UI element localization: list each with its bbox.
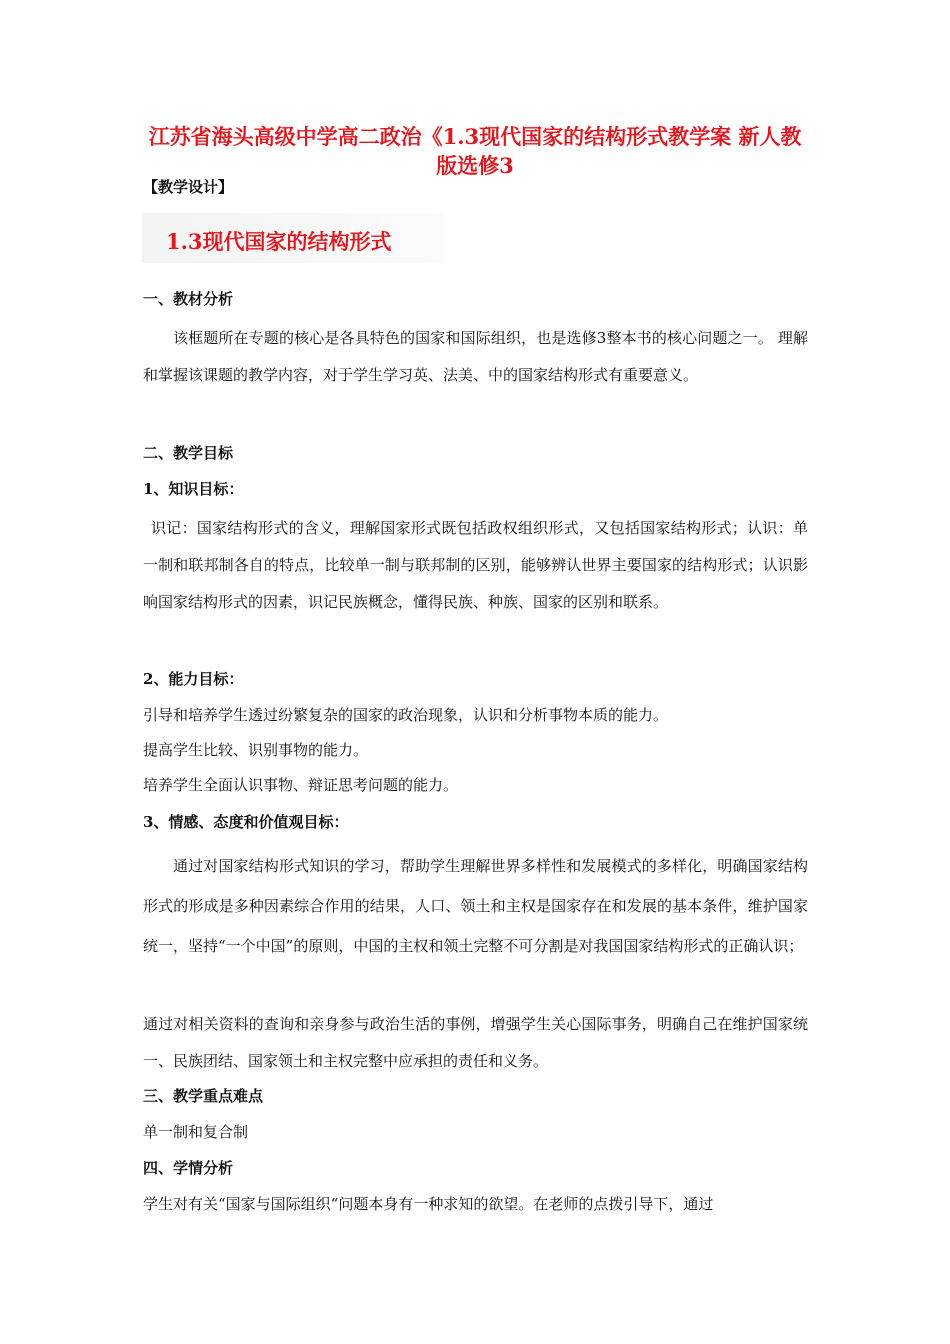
ability-goal-2: 提高学生比较、识别事物的能力。 xyxy=(143,741,369,759)
paragraph-student-analysis: 学生对有关“国家与国际组织“问题本身有一种求知的欲望。在老师的点拨引导下，通过 xyxy=(143,1195,714,1213)
paragraph-key-difficulties: 单一制和复合制 xyxy=(143,1123,249,1141)
section-tag: 【教学设计】 xyxy=(143,178,234,196)
heading-ability-goals: 2、能力目标： xyxy=(143,670,244,688)
document-title: 江苏省海头高级中学高二政治《1.3现代国家的结构形式教学案 新人教版选修3 xyxy=(148,124,802,178)
ability-goal-1: 引导和培养学生透过纷繁复杂的国家的政治现象，认识和分析事物本质的能力。 xyxy=(143,706,669,724)
heading-values-goals: 3、情感、态度和价值观目标： xyxy=(143,813,349,831)
banner-title: 1.3现代国家的结构形式 xyxy=(166,229,392,254)
paragraph-values-goals-1: 通过对国家结构形式知识的学习，帮助学生理解世界多样性和发展模式的多样化，明确国家结构形式的形成是多种因素综合作用的结果，人口、领土和主权是国家存在和发展的基本条件，维护国家统一，坚持“一个中国”的原则，中国的主权和领土完整不可分割是对我国国家结构形式的正确认识； xyxy=(143,857,808,955)
heading-key-difficulties: 三、教学重点难点 xyxy=(143,1087,264,1105)
heading-knowledge-goals: 1、知识目标： xyxy=(143,480,244,498)
heading-teaching-goals: 二、教学目标 xyxy=(143,444,234,462)
heading-student-analysis: 四、学情分析 xyxy=(143,1159,234,1177)
paragraph-values-goals-2: 通过对相关资料的查询和亲身参与政治生活的事例，增强学生关心国际事务，明确自己在维护国家统一、民族团结、国家领土和主权完整中应承担的责任和义务。 xyxy=(143,1015,808,1070)
paragraph-textbook-analysis: 该框题所在专题的核心是各具特色的国家和国际组织，也是选修3整本书的核心问题之一。 理解和掌握该课题的教学内容，对于学生学习英、法美、中的国家结构形式有重要意义。 xyxy=(143,329,808,384)
ability-goal-3: 培养学生全面认识事物、辩证思考问题的能力。 xyxy=(143,776,459,794)
heading-textbook-analysis: 一、教材分析 xyxy=(143,290,234,308)
topic-banner xyxy=(142,213,444,263)
paragraph-knowledge-goals: 识记：国家结构形式的含义，理解国家形式既包括政权组织形式，又包括国家结构形式；认识：单一制和联邦制各自的特点，比较单一制与联邦制的区别，能够辨认世界主要国家的结构形式；认识影响国家结构形式的因素，识记民族概念，懂得民族、种族、国家的区别和联系。 xyxy=(143,519,808,611)
